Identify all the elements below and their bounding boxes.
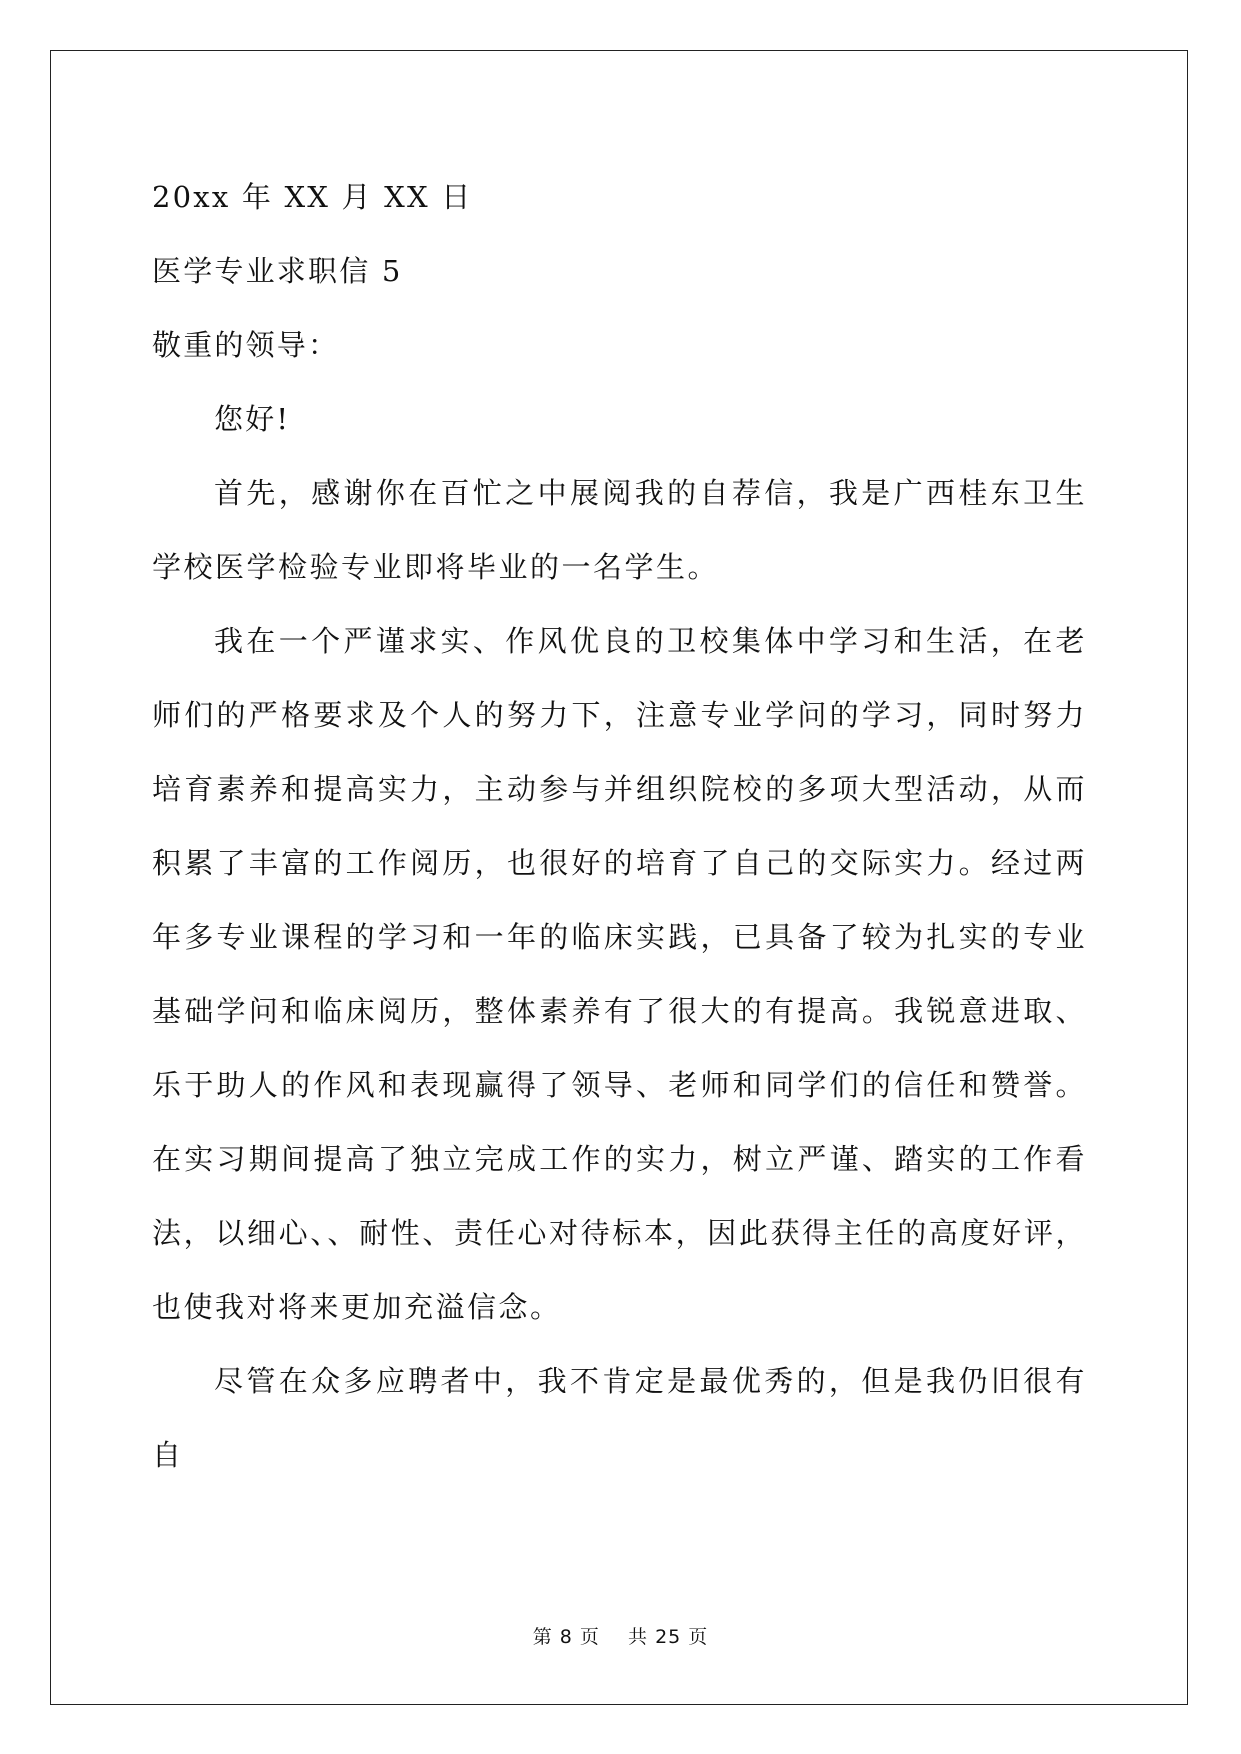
date-line: 20xx 年 XX 月 XX 日 <box>152 180 473 214</box>
page-number: 第 8 页 <box>532 1626 600 1648</box>
page-footer <box>0 1622 1241 1649</box>
document-body <box>152 160 1087 1492</box>
paragraph-intro: 首先，感谢你在百忙之中展阅我的自荐信，我是广西桂东卫生学校医学检验专业即将毕业的一名学生。 <box>152 476 1087 584</box>
page-total: 共 25 页 <box>628 1626 709 1648</box>
greeting: 您好! <box>214 402 291 436</box>
document-title: 医学专业求职信 5 <box>152 254 403 288</box>
paragraph-confidence: 尽管在众多应聘者中，我不肯定是最优秀的，但是我仍旧很有自 <box>152 1364 1087 1472</box>
salutation: 敬重的领导： <box>152 328 340 362</box>
paragraph-experience: 我在一个严谨求实、作风优良的卫校集体中学习和生活，在老师们的严格要求及个人的努力下，注意专业学问的学习，同时努力培育素养和提高实力，主动参与并组织院校的多项大型活动，从而积累了丰富的工作阅历，也很好的培育了自己的交际实力。经过两年多专业课程的学习和一年的临床实践，已具备了较为扎实的专业基础学问和临床阅历，整体素养有了很大的有提高。我锐意进取、乐于助人的作风和表现赢得了领导、老师和同学们的信任和赞誉。在实习期间提高了独立完成工作的实力，树立严谨、踏实的工作看法，以细心、、耐性、责任心对待标本，因此获得主任的高度好评，也使我对将来更加充溢信念。 <box>152 624 1087 1324</box>
